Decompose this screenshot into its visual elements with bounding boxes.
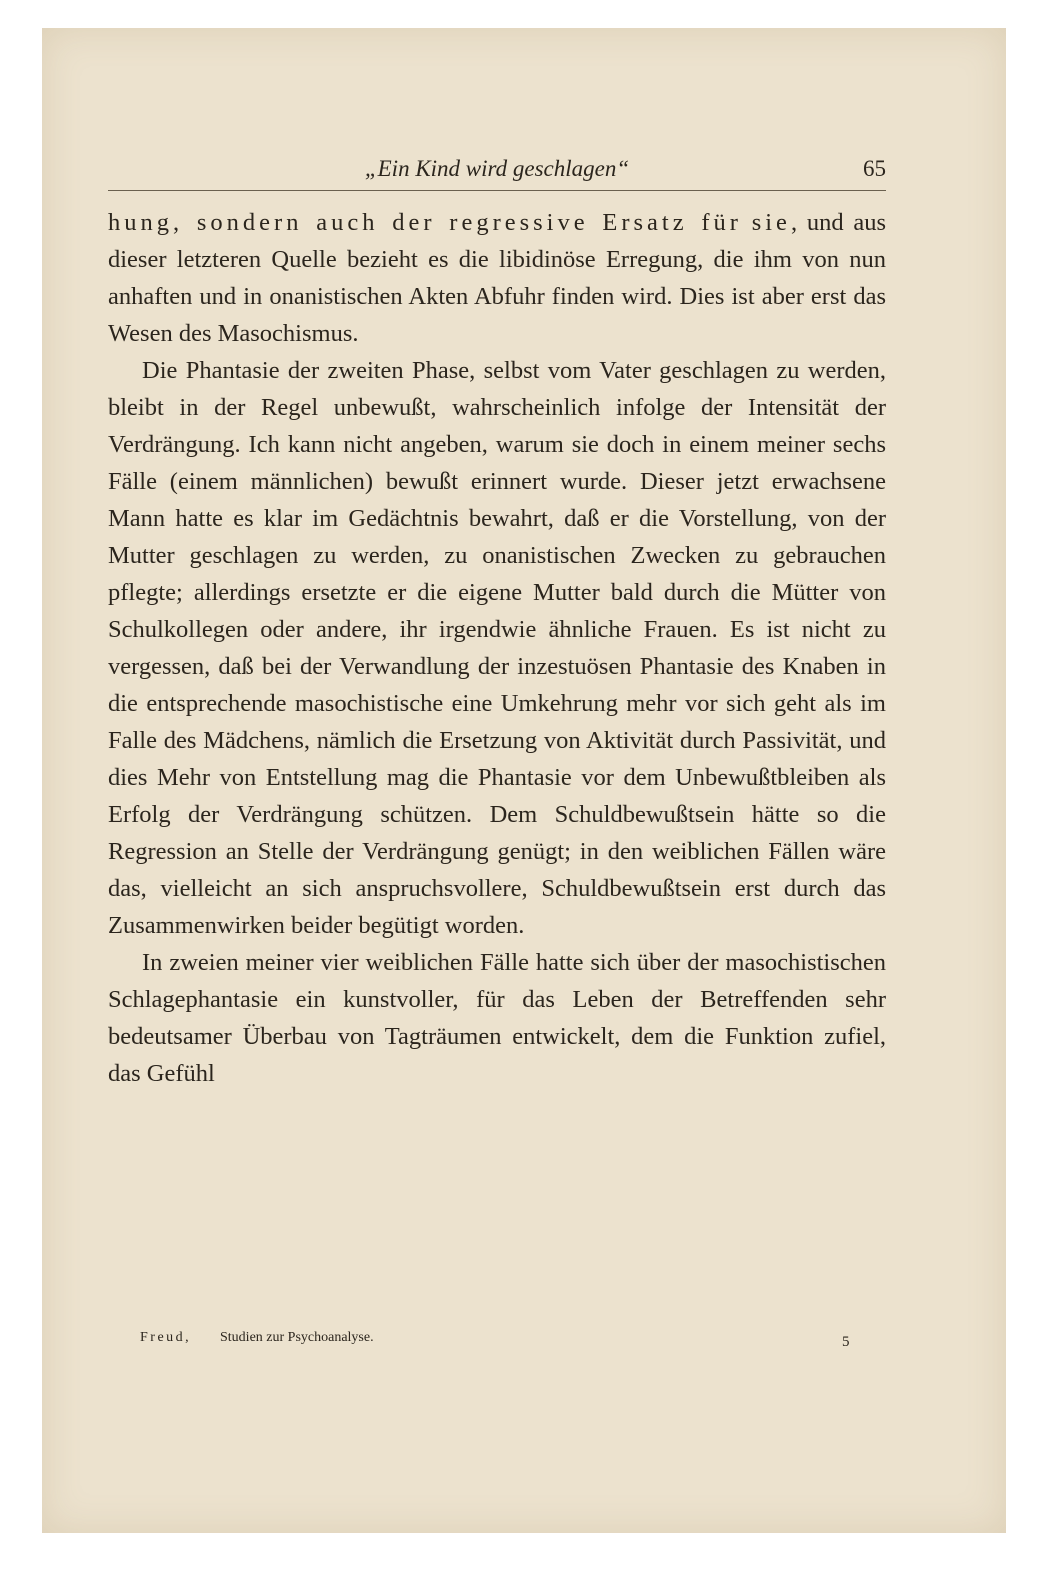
paragraph-text: , und aus dieser letzteren Quelle bezieht es die libidinöse Erregung, die ihm von nun anhaften und in onanistischen Akten Abfuhr finden wird. Dies ist aber erst das Wesen des Masochismus. — [108, 209, 887, 347]
running-header — [108, 156, 886, 190]
paragraph: Die Phantasie der zweiten Phase, selbst vom Vater geschlagen zu werden, bleibt in der Regel unbewußt, wahrscheinlich infolge der Intensität der Verdrängung. Ich kann nicht angeben, warum sie doch in einem meiner sechs Fälle (einem männlichen) bewußt erinnert wurde. Dieser jetzt erwachsene Mann hatte es klar im Gedächtnis bewahrt, daß er die Vorstellung, von der Mutter geschlagen zu werden, zu onanistischen Zwecken zu gebrauchen pflegte; allerdings ersetzte er die eigene Mutter bald durch die Mütter von Schulkollegen oder andere, ihr irgendwie ähnliche Frauen. Es ist nicht zu vergessen, daß bei der Verwandlung der inzestuösen Phantasie des Knaben in die entsprechende masochistische eine Umkehrung mehr vor sich geht als im Falle des Mädchens, nämlich die Ersetzung von Aktivität durch Passivität, und dies Mehr von Entstellung mag die Phantasie vor dem Unbewußtbleiben als Erfolg der Verdrängung schützen. Dem Schuldbewußtsein hätte so die Regression an Stelle der Verdrängung genügt; in den weiblichen Fällen wäre das, vielleicht an sich anspruchsvollere, Schuldbewußtsein erst durch das Zusammenwirken beider begütigt worden. — [108, 357, 886, 939]
spaced-emphasis-line: hung, sondern auch der regressive Ersatz für — [108, 209, 742, 236]
footer-author: Freud, — [140, 1330, 192, 1345]
header-rule — [108, 190, 886, 191]
spaced-emphasis-word: sie — [751, 209, 791, 236]
body-text — [108, 204, 886, 1092]
signature-mark: 5 — [842, 1334, 850, 1350]
paragraph-continued — [108, 204, 886, 352]
running-title: „Ein Kind wird geschlagen“ — [364, 156, 630, 181]
page-number: 65 — [863, 156, 886, 181]
paragraph: In zweien meiner vier weiblichen Fälle hatte sich über der masochistischen Schlagephantasie ein kunstvoller, für das Leben der Betreffenden sehr bedeutsamer Überbau von Tagträumen entwickelt, dem die Funktion zufiel, das Gefühl — [108, 949, 886, 1087]
footer-book-title: Studien zur Psychoanalyse. — [220, 1330, 374, 1345]
